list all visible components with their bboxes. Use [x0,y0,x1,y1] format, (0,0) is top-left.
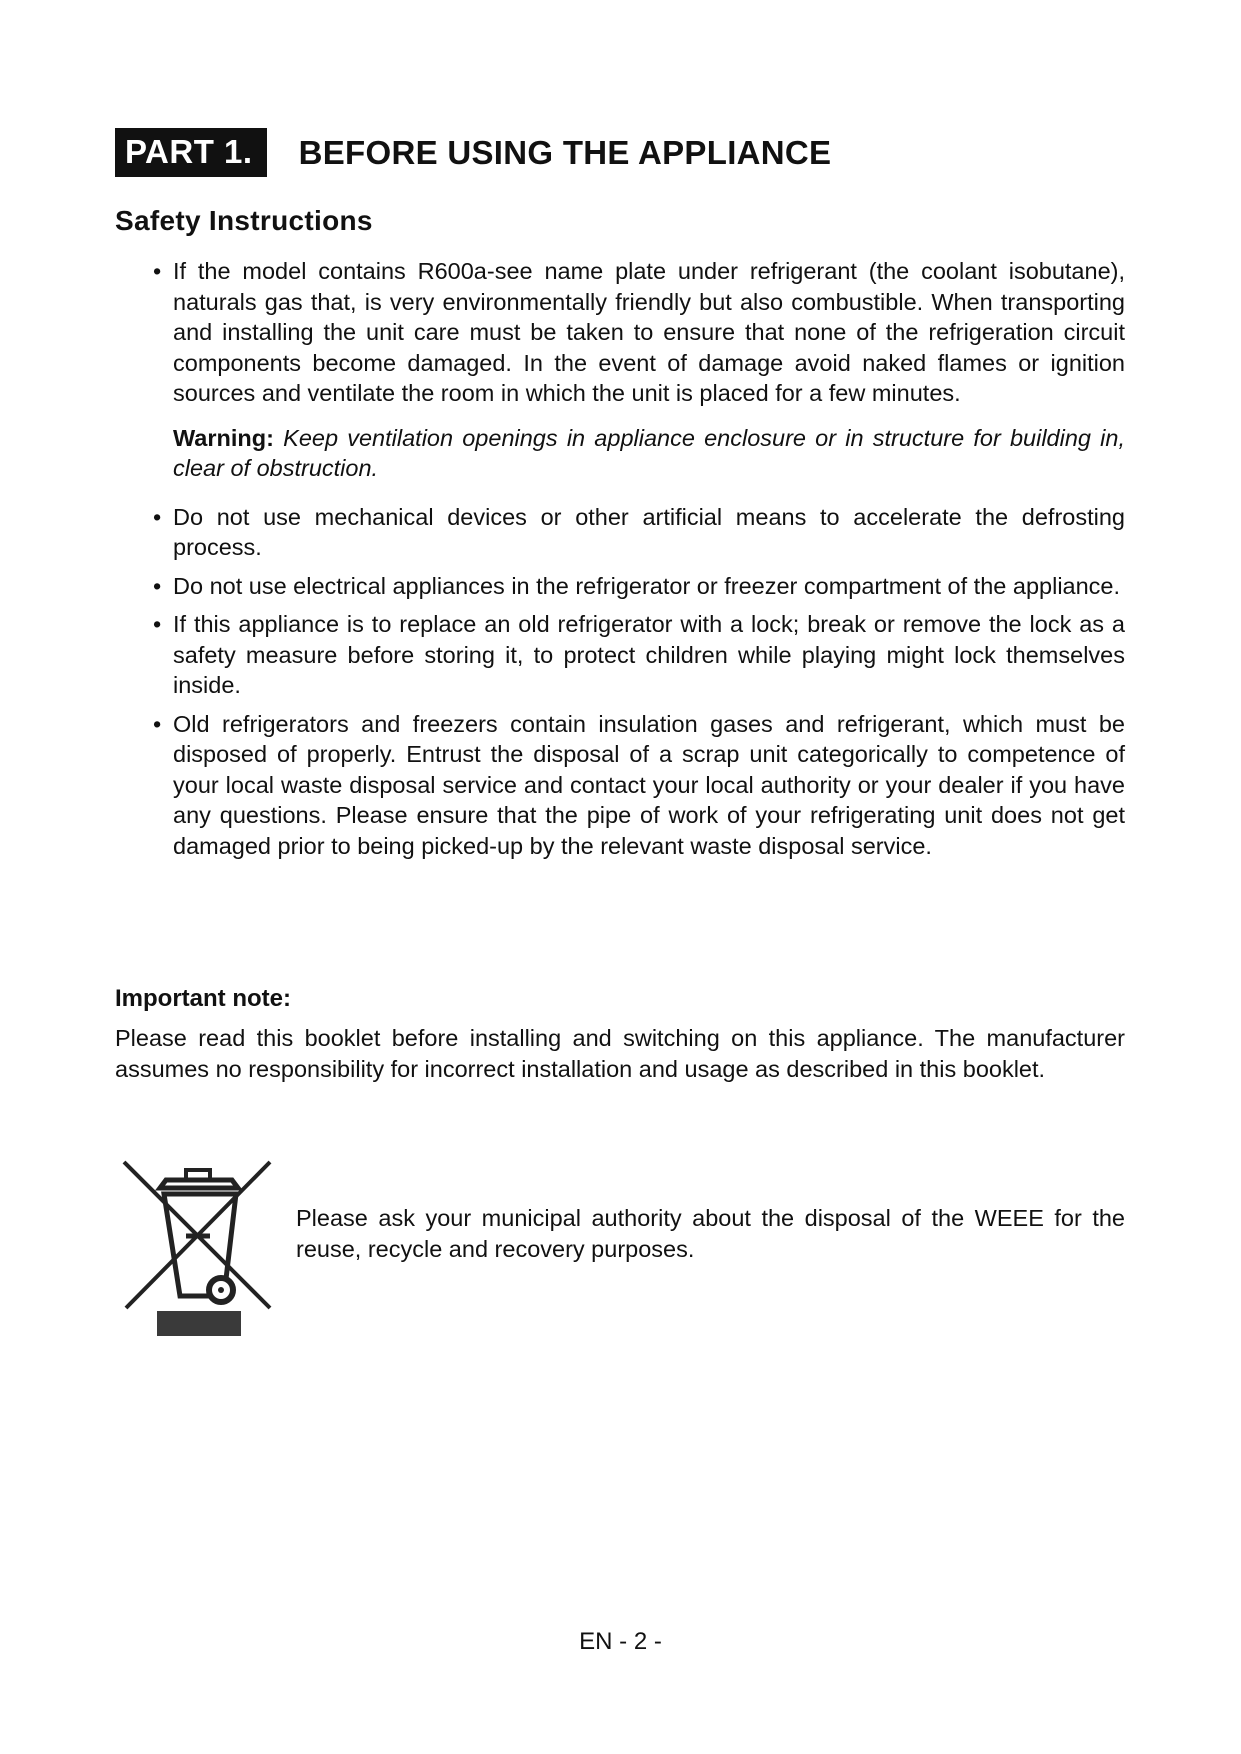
bullet-icon: • [153,611,162,637]
list-item [115,609,1125,701]
section-title: Safety Instructions [115,205,373,236]
list-item-text: If the model contains R600a-see name plate under refrigerant (the coolant isobutane), naturals gas that, is very environmentally friendly but also combustible. When transporting and installing the unit care must be taken to ensure that none of the refrigeration circuit components become damaged. In the event of damage avoid naked flames or ignition sources and ventilate the room in which the unit is placed for a few minutes. [173,258,1125,406]
crossed-out-wheelie-bin-icon [120,1158,280,1343]
bullet-icon: • [153,710,162,737]
part-header [115,128,831,177]
important-note-label: Important note: [115,985,291,1012]
bullet-icon: • [153,258,162,284]
list-item-text: Old refrigerators and freezers contain insulation gases and refrigerant, which must be disposed of properly. Entrust the disposal of a scrap unit categorically to competence of your local waste disposal service and contact your local authority or your dealer if you have any questions. Please ensure that the pipe of work of your refrigerating unit does not get damaged prior to being picked-up by the relevant waste disposal service. [173,710,1125,859]
list-item [115,571,1125,602]
page-number: EN - 2 - [579,1628,662,1655]
bullet-icon: • [153,503,162,530]
part-badge: PART 1. [115,128,267,177]
list-item-text: Do not use mechanical devices or other artificial means to accelerate the defrosting process. [173,503,1125,560]
list-item [115,256,1125,409]
warning-block [115,423,1125,484]
warning-label: Warning: [173,424,274,451]
warning-text: Keep ventilation openings in appliance enclosure or in structure for building in, clear of obstruction. [173,424,1125,481]
page-title: BEFORE USING THE APPLIANCE [298,133,832,171]
weee-disposal-text: Please ask your municipal authority about the disposal of the WEEE for the reuse, recycle and recovery purposes. [296,1205,1125,1262]
list-item [115,709,1125,862]
bullet-icon: • [153,572,162,599]
list-item [115,502,1125,563]
safety-list [115,256,1125,869]
list-item-text: Do not use electrical appliances in the refrigerator or freezer compartment of the appliance. [173,572,1121,599]
important-note-text: Please read this booklet before installing and switching on this appliance. The manufacturer assumes no responsibility for incorrect installation and usage as described in this booklet. [115,1025,1125,1082]
list-item-text: If this appliance is to replace an old refrigerator with a lock; break or remove the lock as a safety measure before storing it, to protect children while playing might lock themselves inside. [173,611,1125,698]
